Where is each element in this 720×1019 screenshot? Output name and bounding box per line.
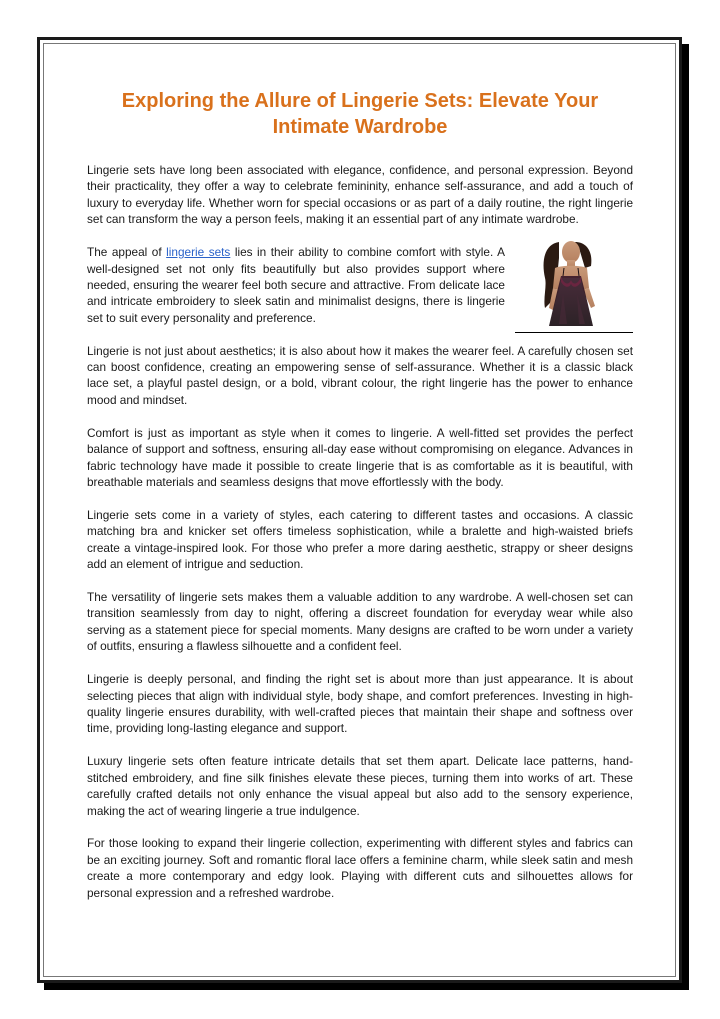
document-title: Exploring the Allure of Lingerie Sets: Elevate Your Intimate Wardrobe <box>121 90 599 138</box>
paragraph-luxury: Luxury lingerie sets often feature intricate details that set them apart. Delicate lace patterns, hand-stitched embroidery, and fine silk finishes elevate these pieces, turning them into works of art. These carefully crafted details not only enhance the visual appeal but also add to the sensory experience, making the act of wearing lingerie a true indulgence. <box>87 754 633 818</box>
lingerie-product-image <box>515 238 633 332</box>
paragraph-styles: Lingerie sets come in a variety of styles, each catering to different tastes and occasions. A classic matching bra and knicker set offers timeless sophistication, while a bralette and high-waisted briefs create a vintage-inspired look. For those who prefer a more daring aesthetic, strappy or sheer designs add an element of intrigue and seduction. <box>87 507 633 572</box>
paragraph-comfort: Comfort is just as important as style when it comes to lingerie. A well-fitted set provides the perfect balance of support and softness, ensuring all-day ease without compromising on elegance. Advances in fabric technology have made it possible to create lingerie that is as comfortable as it is beautiful, with breathable materials and seamless designs that move effortlessly with the body. <box>87 425 633 489</box>
model-photo-illustration <box>515 238 633 332</box>
paragraph-aesthetics: Lingerie is not just about aesthetics; it is also about how it makes the wearer feel. A carefully chosen set can boost confidence, creating an empowering sense of self-assurance. Whether it is a classic black lace set, a playful pastel design, or a bold, vibrant colour, the right lingerie has the power to enhance mood and mindset. <box>87 343 633 407</box>
document-body <box>87 88 633 918</box>
paragraph-appeal-rest: lies in their ability to combine comfort with style. A well-designed set not only fits beautifully but also provides support where needed, ensuring the wearer feel both secure and attractive. From delicate lace and intricate embroidery to sleek satin and minimalist designs, there is lingerie set to suit every personality and preference. <box>87 245 505 325</box>
paragraph-intro: Lingerie sets have long been associated with elegance, confidence, and personal expression. Beyond their practicality, they offer a way to celebrate femininity, enhance self-assurance, and add a touch of luxury to everyday life. Whether worn for special occasions or as part of a daily routine, the right lingerie set can transform the way a person feels, making it an essential part of any intimate wardrobe. <box>87 163 633 227</box>
paragraph-versatility: The versatility of lingerie sets makes them a valuable addition to any wardrobe. A well-chosen set can transition seamlessly from day to night, offering a discreet foundation for everyday wear while also serving as a statement piece for special moments. Many designs are crafted to be worn under a variety of outfits, ensuring a flawless silhouette and a confident feel. <box>87 590 633 654</box>
paragraph-personal: Lingerie is deeply personal, and finding the right set is about more than just appearance. It is about selecting pieces that align with individual style, body shape, and comfort preferences. Investing in high-quality lingerie ensures durability, with well-crafted pieces that maintain their shape and softness over time, providing long-lasting elegance and support. <box>87 672 633 736</box>
paragraph-collection: For those looking to expand their lingerie collection, experimenting with different styles and fabrics can be an exciting journey. Soft and romantic floral lace offers a feminine charm, while sleek satin and mesh create a more contemporary and edgy look. Playing with different cuts and silhouettes allows for personal expression and a refreshed wardrobe. <box>87 836 633 900</box>
lingerie-sets-link[interactable]: lingerie sets <box>166 245 231 260</box>
paragraph-appeal-lead: The appeal of <box>87 245 167 260</box>
image-caption-rule <box>515 332 633 333</box>
